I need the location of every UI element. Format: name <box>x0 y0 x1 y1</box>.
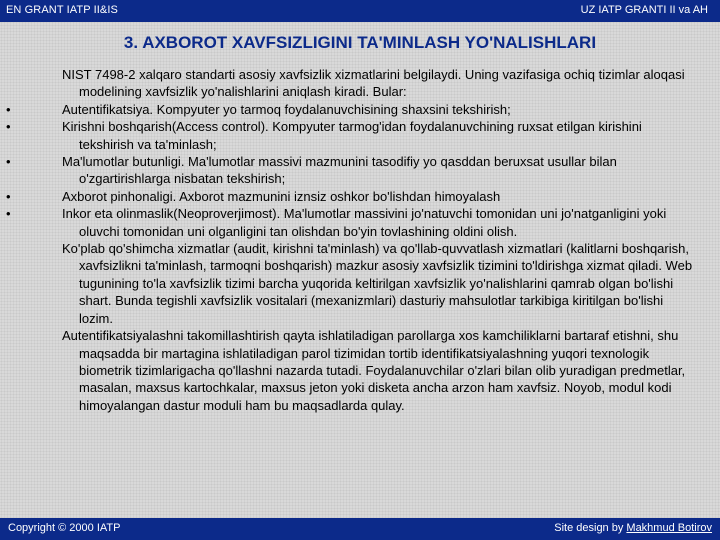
bullet-icon: • <box>6 154 11 170</box>
bullet-icon: • <box>6 101 11 117</box>
services-paragraph: Ko'plab qo'shimcha xizmatlar (audit, kirishni ta'minlash) va qo'llab-quvvatlash xizmatlari (kalitlarni boshqarish, xavfsizlikni ta'minlash, tarmoqni boshqarish) mazkur asosiy xavfsizlik tizimini to'ldirishga xizmat qiladi. Web tugunining to'la xavfsizlik tizimi barcha yuqorida keltirilgan xavfsizlik yo'nalishlarini qamrab olgan bo'lishi shart. Bunda tegishli xavfsizlik vositalari (mexanizmlari) dasturiy mahsulotlar tarkibiga kiritilgan bo'lishi lozim. <box>62 241 693 326</box>
bullet-item-confidentiality <box>6 188 698 205</box>
bullet-icon: • <box>6 188 11 204</box>
bullet-text: Inkor eta olinmaslik(Neoproverjimost). Ma'lumotlar massivini jo'natuvchi tomonidan uni jo'natganligini yoki oluvchi tomonidan uni olganligini tan olishdan bo'yin tovlashining oldini olish. <box>62 206 667 239</box>
header-bar <box>0 0 720 22</box>
intro-paragraph: NIST 7498-2 xalqaro standarti asosiy xavfsizlik xizmatlarini belgilaydi. Uning vazifasiga ochiq tizimlar aloqasi modelining xavfsizlik yo'nalishlarini aniqlash kiradi. Bular: <box>62 67 685 100</box>
designer-link[interactable]: Makhmud Botirov <box>626 522 712 534</box>
site-design-credit <box>554 522 712 534</box>
bullet-text: Autentifikatsiya. Kompyuter yo tarmoq foydalanuvchisining shaxsini tekshirish; <box>62 101 511 117</box>
bullet-text: Axborot pinhonaligi. Axborot mazmunini iznsiz oshkor bo'lishdan himoyalash <box>62 188 501 204</box>
bullet-item-access-control <box>6 118 698 153</box>
bullet-icon: • <box>6 206 11 222</box>
header-left-text: EN GRANT IATP II&IS <box>6 4 118 16</box>
authentication-paragraph: Autentifikatsiyalashni takomillashtirish qayta ishlatiladigan parollarga xos kamchiliklarni bartaraf etishni, shu maqsadda bir martagina ishlatiladigan parol tizimidan tortib identifikatsiyalashning yuqori texnologik biometrik tizimlarigacha qo'llashni nazarda tutadi. Foydalanuvchilar o'zlari bilan olib yuradigan predmetlar, masalan, maxsus kartochkalar, maxsus jeton yoki disketa ancha arzon ham xavfsiz. Noyob, modul kodi himoyalangan dastur moduli ham bu maqsadlarda qulay. <box>62 328 686 413</box>
header-right-text: UZ IATP GRANTI II va AH <box>580 4 708 16</box>
bullet-item-integrity <box>6 153 698 188</box>
slide-body <box>6 66 698 414</box>
copyright-text: Copyright © 2000 IATP <box>8 522 121 534</box>
bullet-icon: • <box>6 119 11 135</box>
slide-title: 3. AXBOROT XAVFSIZLIGINI TA'MINLASH YO'NALISHLARI <box>123 33 597 52</box>
design-prefix: Site design by <box>554 522 627 534</box>
bullet-item-non-repudiation <box>6 205 698 240</box>
footer-bar <box>0 518 720 540</box>
bullet-text: Ma'lumotlar butunligi. Ma'lumotlar massivi mazmunini tasodifiy yo qasddan beruxsat usullar bilan o'zgartirishlarga nisbatan tekshirish; <box>62 154 617 187</box>
bullet-item-authentication <box>6 101 698 118</box>
bullet-text: Kirishni boshqarish(Access control). Kompyuter tarmog'idan foydalanuvchining ruxsat etilgan kirishini tekshirish va ta'minlash; <box>62 119 642 152</box>
